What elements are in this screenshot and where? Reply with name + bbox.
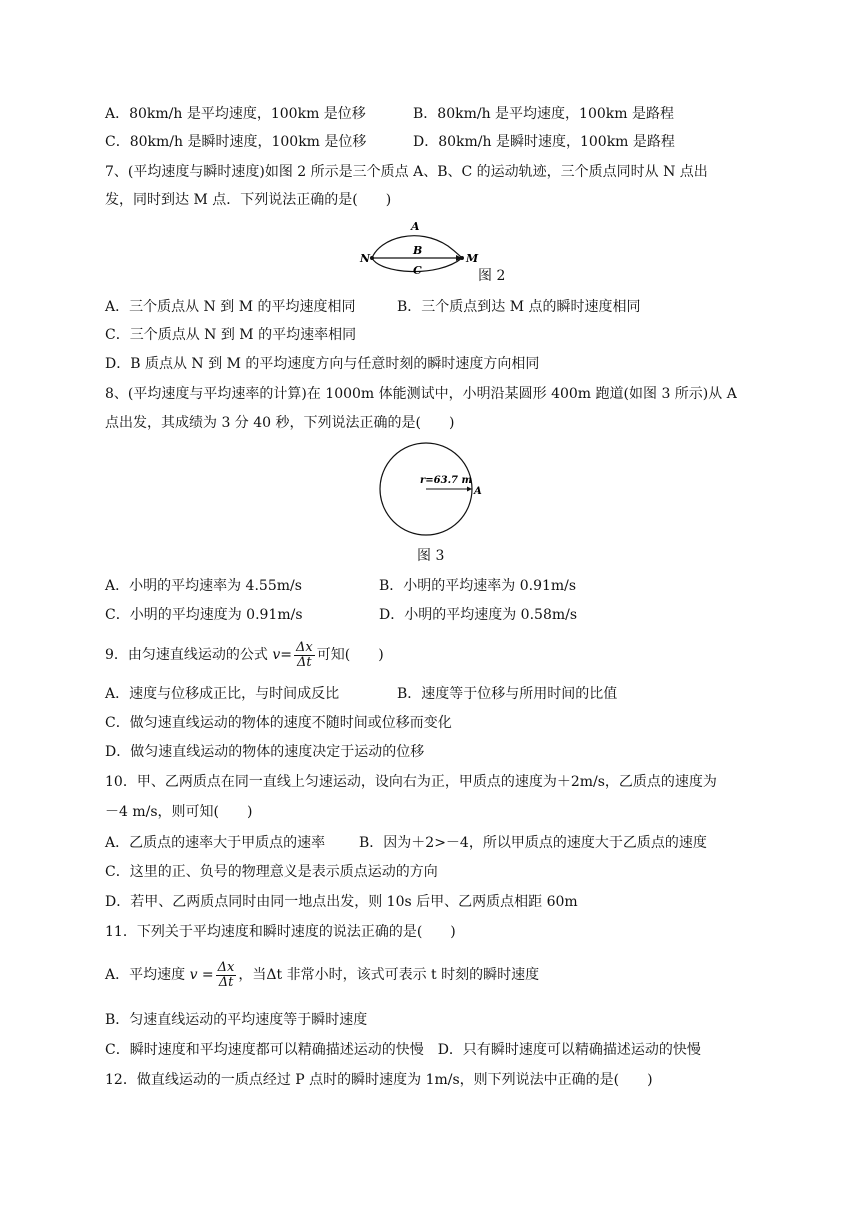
q10-stem-line2: －4 m/s，则可知( ) (105, 804, 253, 820)
q10-option-a: A．乙质点的速率大于甲质点的速率 (105, 835, 326, 851)
q7-option-c: C．三个质点从 N 到 M 的平均速率相同 (105, 327, 357, 343)
q9-option-a: A．速度与位移成正比，与时间成反比 (105, 686, 340, 702)
q11-formula-lhs: v = (189, 967, 214, 983)
q11-formula-num: Δx (217, 959, 235, 975)
figure-3-caption: 图 3 (417, 548, 445, 564)
q6-option-b: B．80km/h 是平均速度，100km 是路程 (413, 106, 674, 122)
label-a: A (411, 220, 420, 233)
q9-stem-prefix: 9．由匀速直线运动的公式 (105, 647, 273, 663)
q12-stem: 12．做直线运动的一质点经过 P 点时的瞬时速度为 1m/s，则下列说法中正确的是( ) (105, 1072, 653, 1088)
q7-stem-line1: 7、(平均速度与瞬时速度)如图 2 所示是三个质点 A、B、C 的运动轨迹，三个质点同时从 N 点出 (105, 164, 708, 180)
radius-label: r=63.7 m (420, 475, 473, 486)
q8-option-a: A．小明的平均速率为 4.55m/s (105, 578, 302, 594)
q9-stem-suffix: 可知( ) (316, 647, 384, 663)
q9-option-c: C．做匀速直线运动的物体的速度不随时间或位移而变化 (105, 715, 452, 731)
label-n: N (360, 252, 371, 265)
q11-option-b: B．匀速直线运动的平均速度等于瞬时速度 (105, 1012, 368, 1028)
radius-arrow (467, 487, 472, 492)
point-m (460, 256, 464, 260)
q9-formula-lhs: v= (272, 647, 292, 663)
figure-3-track (374, 440, 494, 540)
q11-stem: 11．下列关于平均速度和瞬时速度的说法正确的是( ) (105, 924, 456, 940)
q9-option-b: B．速度等于位移与所用时间的比值 (397, 686, 618, 702)
q9-formula-fraction (294, 641, 315, 670)
label-b: B (413, 244, 423, 257)
figure-2-caption: 图 2 (478, 268, 506, 284)
q6-option-d: D．80km/h 是瞬时速度，100km 是路程 (413, 134, 675, 150)
label-c: C (413, 264, 422, 276)
q11-option-a-prefix: A．平均速度 (105, 967, 190, 983)
q10-option-d: D．若甲、乙两质点同时由同一地点出发，则 10s 后甲、乙两质点相距 60m (105, 894, 578, 910)
q11-formula-den: Δt (218, 974, 234, 990)
q7-option-d: D．B 质点从 N 到 M 的平均速度方向与任意时刻的瞬时速度方向相同 (105, 356, 540, 372)
q11-option-a-suffix: ，当Δt 非常小时，该式可表示 t 时刻的瞬时速度 (238, 967, 540, 983)
q11-options-cd: C．瞬时速度和平均速度都可以精确描述运动的快慢 D．只有瞬时速度可以精确描述运动的快慢 (105, 1042, 701, 1058)
q6-option-a: A．80km/h 是平均速度，100km 是位移 (105, 106, 366, 122)
q9-stem (105, 640, 384, 670)
q9-formula-den: Δt (297, 654, 312, 670)
q7-stem-line2: 发，同时到达 M 点．下列说法正确的是( ) (105, 192, 392, 208)
q10-option-b: B．因为＋2>－4，所以甲质点的速度大于乙质点的速度 (359, 835, 707, 851)
point-a-label: A (474, 486, 482, 497)
q7-option-b: B．三个质点到达 M 点的瞬时速度相同 (397, 299, 641, 315)
label-m: M (466, 252, 479, 265)
q7-option-a: A．三个质点从 N 到 M 的平均速度相同 (105, 299, 356, 315)
q8-stem-line1: 8、(平均速度与平均速率的计算)在 1000m 体能测试中，小明沿某圆形 400m 跑道(如图 3 所示)从 A (105, 386, 737, 402)
q11-option-a (105, 960, 539, 990)
q11-formula-fraction (216, 961, 237, 990)
q10-stem-line1: 10．甲、乙两质点在同一直线上匀速运动，设向右为正，甲质点的速度为＋2m/s，乙质点的速度为 (105, 774, 717, 790)
q8-stem-line2: 点出发，其成绩为 3 分 40 秒，下列说法正确的是( ) (105, 415, 455, 431)
q8-option-b: B．小明的平均速率为 0.91m/s (379, 578, 577, 594)
q10-option-c: C．这里的正、负号的物理意义是表示质点运动的方向 (105, 864, 438, 880)
q9-option-d: D．做匀速直线运动的物体的速度决定于运动的位移 (105, 744, 425, 760)
q6-option-c: C．80km/h 是瞬时速度，100km 是位移 (105, 134, 367, 150)
q8-option-d: D．小明的平均速度为 0.58m/s (379, 607, 578, 623)
point-n (370, 256, 374, 260)
q9-formula-num: Δx (296, 639, 313, 655)
figure-2-trajectories (358, 216, 488, 276)
q8-option-c: C．小明的平均速度为 0.91m/s (105, 607, 303, 623)
